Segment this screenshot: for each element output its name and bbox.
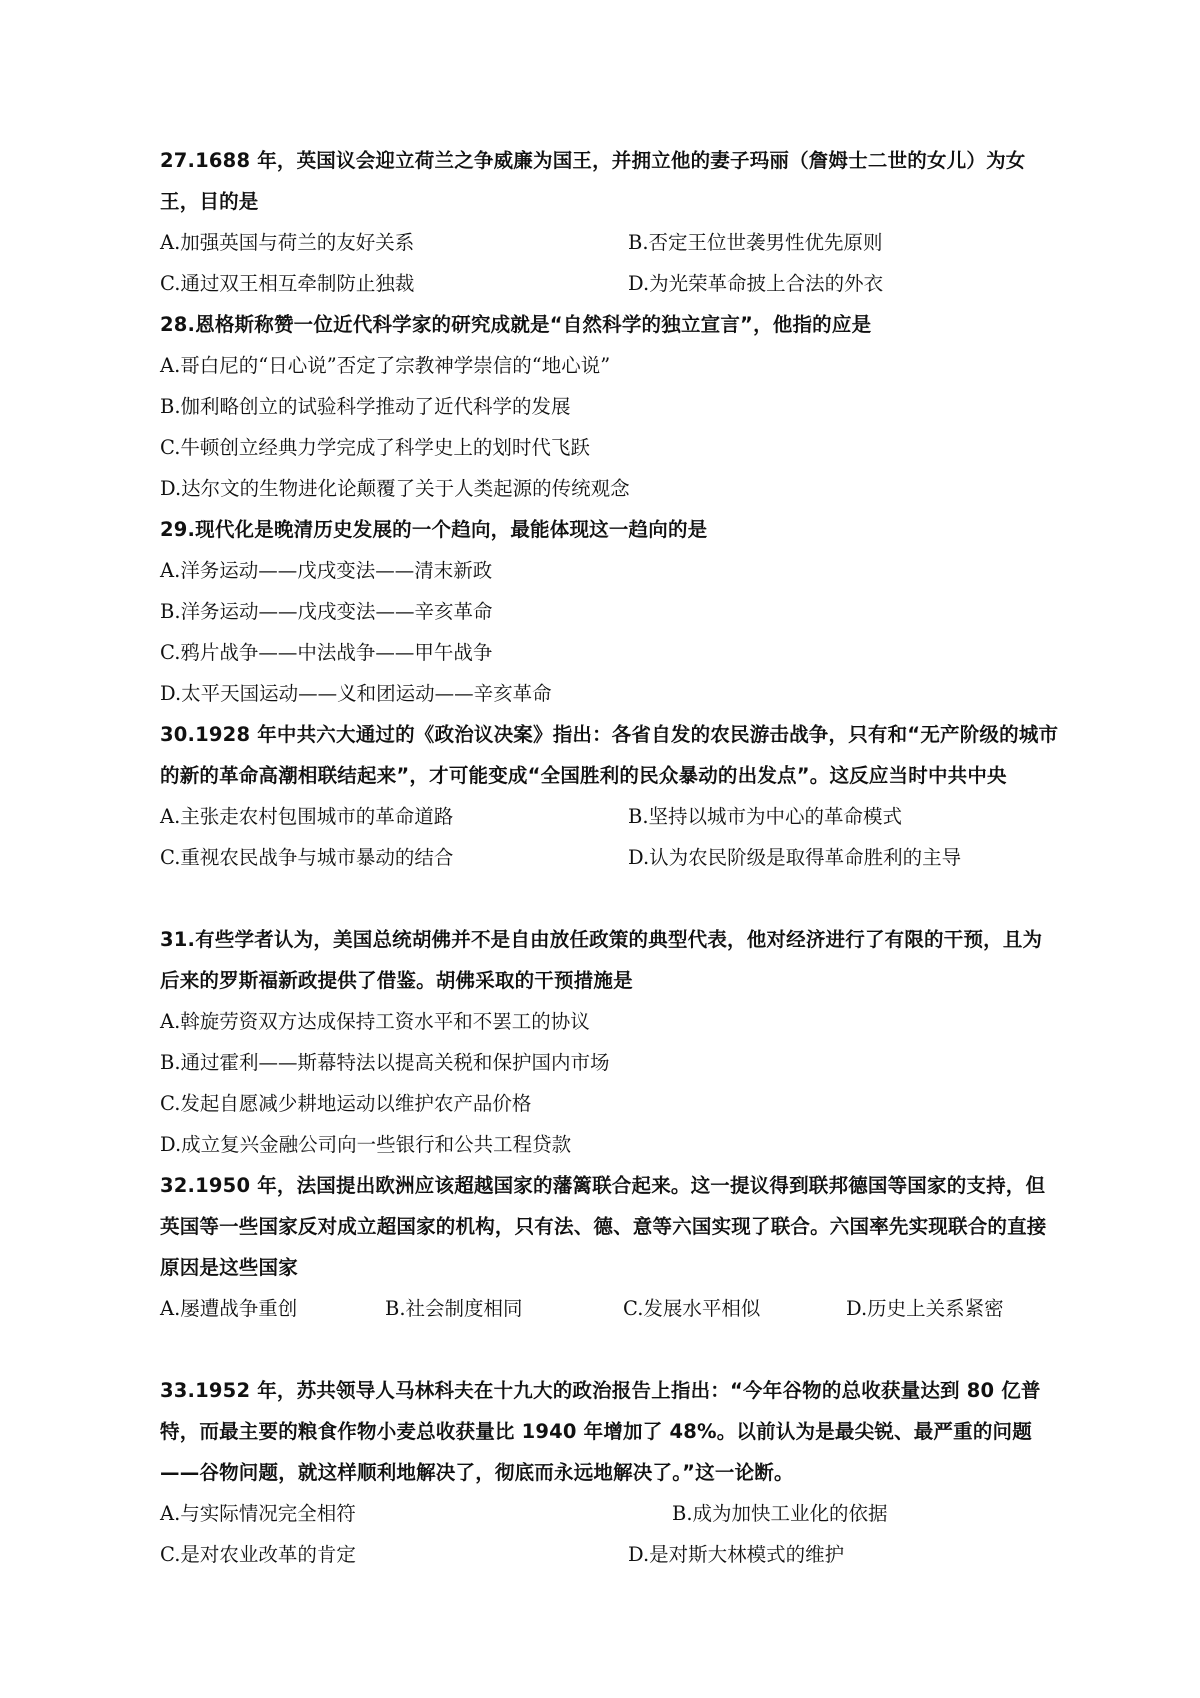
options-row — [160, 1493, 1060, 1534]
option-a: A.洋务运动——戊戌变法——清末新政 — [160, 559, 493, 582]
option-a: A.加强英国与荷兰的友好关系 — [160, 231, 415, 254]
question-stem: 29.现代化是晚清历史发展的一个趋向，最能体现这一趋向的是 — [160, 518, 708, 541]
option-d: D.达尔文的生物进化论颠覆了关于人类起源的传统观念 — [160, 477, 630, 500]
options-row — [160, 796, 1060, 837]
option-a: A.斡旋劳资双方达成保持工资水平和不罢工的协议 — [160, 1010, 590, 1033]
question-stem: 27.1688 年，英国议会迎立荷兰之争威廉为国王，并拥立他的妻子玛丽（詹姆士二世的女儿）为女王，目的是 — [160, 149, 1026, 213]
option-b: B.伽利略创立的试验科学推动了近代科学的发展 — [160, 395, 571, 418]
option-c: C.发展水平相似 — [623, 1297, 761, 1320]
option-c: C.通过双王相互牵制防止独裁 — [160, 272, 415, 295]
option-b: B.成为加快工业化的依据 — [672, 1502, 888, 1525]
option-b: B.坚持以城市为中心的革命模式 — [628, 805, 903, 828]
question-stem: 31.有些学者认为，美国总统胡佛并不是自由放任政策的典型代表，他对经济进行了有限的干预，且为后来的罗斯福新政提供了借鉴。胡佛采取的干预措施是 — [160, 928, 1043, 992]
question-32 — [160, 1165, 1060, 1329]
question-28 — [160, 304, 1060, 509]
option-d: D.太平天国运动——义和团运动——辛亥革命 — [160, 682, 552, 705]
option-b: B.否定王位世袭男性优先原则 — [628, 231, 883, 254]
option-b: B.社会制度相同 — [385, 1297, 523, 1320]
question-stem: 28.恩格斯称赞一位近代科学家的研究成就是“自然科学的独立宣言”，他指的应是 — [160, 313, 872, 336]
question-stem: 30.1928 年中共六大通过的《政治议决案》指出：各省自发的农民游击战争，只有和“无产阶级的城市的新的革命高潮相联结起来”，才可能变成“全国胜利的民众暴动的出发点”。这反应当时中共中央 — [160, 723, 1059, 787]
option-c: C.牛顿创立经典力学完成了科学史上的划时代飞跃 — [160, 436, 590, 459]
option-a: A.哥白尼的“日心说”否定了宗教神学崇信的“地心说” — [160, 354, 611, 377]
option-c: C.重视农民战争与城市暴动的结合 — [160, 846, 454, 869]
option-c: C.是对农业改革的肯定 — [160, 1543, 356, 1566]
option-c: C.鸦片战争——中法战争——甲午战争 — [160, 641, 493, 664]
option-d: D.成立复兴金融公司向一些银行和公共工程贷款 — [160, 1133, 572, 1156]
option-c: C.发起自愿减少耕地运动以维护农产品价格 — [160, 1092, 532, 1115]
options-row — [160, 1534, 1060, 1575]
option-a: A.屡遭战争重创 — [160, 1297, 298, 1320]
question-stem: 32.1950 年，法国提出欧洲应该超越国家的藩篱联合起来。这一提议得到联邦德国等国家的支持，但英国等一些国家反对成立超国家的机构，只有法、德、意等六国实现了联合。六国率先实现联合的直接原因是这些国家 — [160, 1174, 1047, 1279]
option-d: D.认为农民阶级是取得革命胜利的主导 — [628, 846, 962, 869]
option-a: A.主张走农村包围城市的革命道路 — [160, 805, 454, 828]
question-31 — [160, 919, 1060, 1165]
question-30 — [160, 714, 1060, 878]
question-stem: 33.1952 年，苏共领导人马林科夫在十九大的政治报告上指出：“今年谷物的总收获量达到 80 亿普特，而最主要的粮食作物小麦总收获量比 1940 年增加了 48%。以前认为是最尖锐、最严重的问题——谷物问题，就这样顺利地解决了，彻底而永远地解决了。”这一论断。 — [160, 1379, 1041, 1484]
option-a: A.与实际情况完全相符 — [160, 1502, 356, 1525]
options-row — [160, 837, 1060, 878]
option-d: D.历史上关系紧密 — [846, 1297, 1004, 1320]
question-27 — [160, 140, 1060, 304]
option-d: D.是对斯大林模式的维护 — [628, 1543, 845, 1566]
question-29 — [160, 509, 1060, 714]
option-d: D.为光荣革命披上合法的外衣 — [628, 272, 884, 295]
option-b: B.通过霍利——斯幕特法以提高关税和保护国内市场 — [160, 1051, 610, 1074]
option-b: B.洋务运动——戊戌变法——辛亥革命 — [160, 600, 493, 623]
question-33 — [160, 1370, 1060, 1575]
options-row — [160, 1288, 1060, 1329]
options-row — [160, 222, 1060, 263]
options-row — [160, 263, 1060, 304]
